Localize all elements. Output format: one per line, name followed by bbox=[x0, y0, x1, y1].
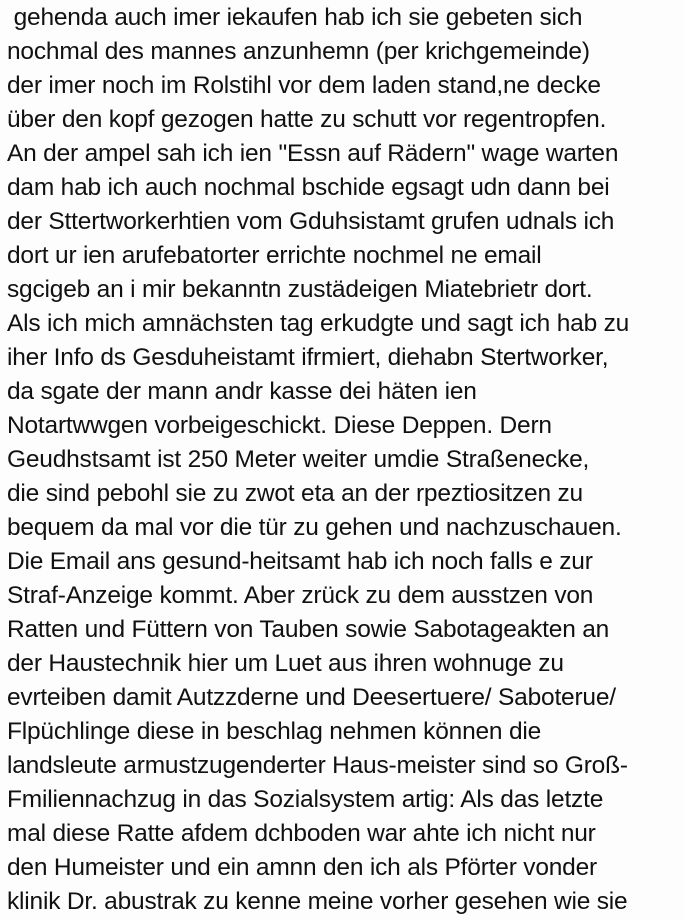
text-line: sgcigeb an i mir bekanntn zustädeigen Miatebrietr dort. bbox=[7, 276, 593, 303]
text-line: bequem da mal vor die tür zu gehen und nachzuschauen. bbox=[7, 514, 622, 541]
document-text bbox=[7, 1, 680, 919]
text-line: dam hab ich auch nochmal bschide egsagt udn dann bei bbox=[7, 174, 610, 201]
text-line: An der ampel sah ich ien "Essn auf Rädern" wage warten bbox=[7, 140, 619, 167]
text-line: der imer noch im Rolstihl vor dem laden stand,ne decke bbox=[7, 72, 601, 99]
text-line: die sind pebohl sie zu zwot eta an der rpeztiositzen zu bbox=[7, 480, 583, 507]
text-line: da sgate der mann andr kasse dei häten ien bbox=[7, 378, 477, 405]
text-line: Die Email ans gesund-heitsamt hab ich noch falls e zur bbox=[7, 548, 593, 575]
text-line: Straf-Anzeige kommt. Aber zrück zu dem ausstzen von bbox=[7, 582, 594, 609]
text-line: iher Info ds Gesduheistamt ifrmiert, diehabn Stertworker, bbox=[7, 344, 609, 371]
text-line: klinik Dr. abustrak zu kenne meine vorher gesehen wie sie bbox=[7, 888, 628, 915]
text-line: Flpüchlinge diese in beschlag nehmen können die bbox=[7, 718, 542, 745]
text-line: Als ich mich amnächsten tag erkudgte und sagt ich hab zu bbox=[7, 310, 630, 337]
text-line: über den kopf gezogen hatte zu schutt vor regentropfen. bbox=[7, 106, 607, 133]
text-line: Fmiliennachzug in das Sozialsystem artig: Als das letzte bbox=[7, 786, 604, 813]
text-line: mal diese Ratte afdem dchboden war ahte ich nicht nur bbox=[7, 820, 596, 847]
text-line: Geudhstsamt ist 250 Meter weiter umdie Straßenecke, bbox=[7, 446, 590, 473]
text-line: evrteiben damit Autzzderne und Deesertuere/ Saboterue/ bbox=[7, 684, 616, 711]
text-line: der Haustechnik hier um Luet aus ihren wohnuge zu bbox=[7, 650, 564, 677]
text-line: Ratten und Füttern von Tauben sowie Sabotageakten an bbox=[7, 616, 610, 643]
text-line: dort ur ien arufebatorter errichte nochmel ne email bbox=[7, 242, 542, 269]
text-line: Notartwwgen vorbeigeschickt. Diese Deppen. Dern bbox=[7, 412, 552, 439]
text-line: den Humeister und ein amnn den ich als Pförter vonder bbox=[7, 854, 597, 881]
text-line: gehenda auch imer iekaufen hab ich sie gebeten sich bbox=[7, 4, 583, 31]
text-line: der Sttertworkerhtien vom Gduhsistamt grufen udnals ich bbox=[7, 208, 615, 235]
text-line: landsleute armustzugenderter Haus-meister sind so Groß- bbox=[7, 752, 628, 779]
text-line: nochmal des mannes anzunhemn (per krichgemeinde) bbox=[7, 38, 590, 65]
